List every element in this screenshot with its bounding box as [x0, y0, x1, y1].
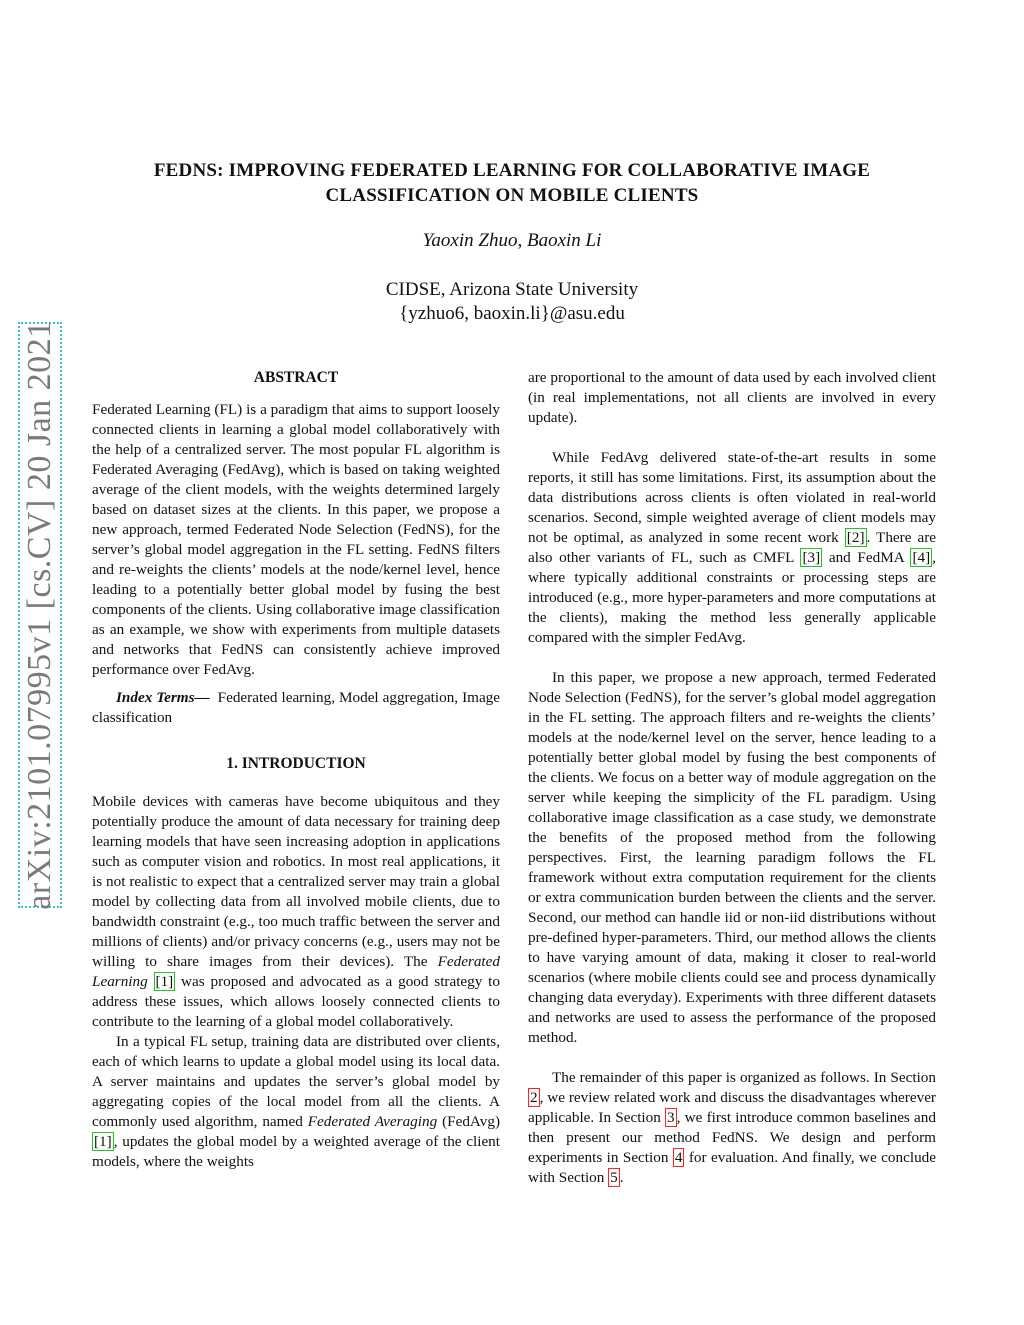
section-link-5[interactable]: 5 [610, 1169, 618, 1186]
intro-paragraph-3: are proportional to the amount of data used by each involved client (in real implementations, not all clients are involved in every update). [528, 369, 936, 426]
intro-p2-text-c: , updates the global model by a weighted average of the client models, where the weights [92, 1133, 500, 1170]
intro-p6-text-c: , we first introduce common baselines and then present our method FedNS. We design and perform experiments in Section [528, 1109, 936, 1166]
section-link-2[interactable]: 2 [530, 1089, 538, 1106]
index-terms [92, 688, 500, 728]
citation-link-3[interactable]: [3] [802, 549, 821, 566]
author-email: {yzhuo6, baoxin.li}@asu.edu [399, 303, 625, 324]
intro-paragraph-4 [528, 448, 936, 648]
citation-link-1[interactable]: [1] [155, 973, 174, 990]
title-line-1: FEDNS: IMPROVING FEDERATED LEARNING FOR COLLABORATIVE IMAGE [153, 160, 871, 181]
intro-p4-text-b: . There are also other variants of FL, such as CMFL [528, 529, 936, 566]
intro-p2-text-b: (FedAvg) [437, 1113, 501, 1130]
intro-p6-text-d: for evaluation. And finally, we conclude with Section [528, 1149, 936, 1186]
intro-paragraph-2 [92, 1032, 500, 1172]
intro-p6-text-b: , we review related work and discuss the disadvantages wherever applicable. In Section [528, 1089, 936, 1126]
citation-link-4[interactable]: [4] [912, 549, 931, 566]
abstract-heading: ABSTRACT [253, 369, 339, 386]
affiliation [140, 278, 884, 326]
paper-title [140, 158, 884, 208]
intro-p2-emphasis: Federated Averaging [307, 1113, 438, 1130]
citation-link-1b[interactable]: [1] [94, 1133, 112, 1150]
intro-p1-emphasis: Federated Learning [92, 953, 500, 990]
index-terms-text: Federated learning, Model aggregation, Image classification [92, 689, 501, 726]
right-column [528, 368, 936, 1188]
intro-p4-text-d: , where typically additional constraints or processing steps are introduced (e.g., more hyper-parameters and more computations at the clients), making the method less generally applicable compared with the simpler FedAvg. [528, 549, 936, 646]
title-line-2: CLASSIFICATION ON MOBILE CLIENTS [325, 185, 699, 206]
intro-p1-text-a: Mobile devices with cameras have become ubiquitous and they potentially produce the amount of data necessary for training deep learning models that have seen increasing adoption in applications such as computer vision and robotics. In most real applications, it is not realistic to expect that a centralized server may train a global model by collecting data from all involved mobile clients, due to bandwidth constraint (e.g., too much traffic between the server and millions of clients) and/or privacy concerns (e.g., users may not be willing to share images from their devices). The [92, 793, 500, 970]
intro-p4-text-a: While FedAvg delivered state-of-the-art results in some reports, it still has some limitations. First, its assumption about the data distributions across clients is often violated in real-world scenarios. Second, simple weighted average of client models may not be optimal, as analyzed in some recent work [528, 449, 936, 546]
authors: Yaoxin Zhuo, Baoxin Li [422, 230, 602, 251]
index-terms-label: Index Terms— [116, 689, 210, 706]
section-link-4[interactable]: 4 [674, 1149, 683, 1166]
intro-p2-text-a: In a typical FL setup, training data are distributed over clients, each of which learns to update a global model using its local data. A server maintains and updates the server’s global model by aggregating copies of the local model from all the clients. A commonly used algorithm, named [92, 1033, 500, 1130]
intro-p6-text-a: The remainder of this paper is organized as follows. In Section [552, 1069, 936, 1086]
intro-p6-text-e: . [619, 1169, 624, 1186]
arxiv-stamp [18, 322, 62, 908]
intro-paragraph-5: In this paper, we propose a new approach, termed Federated Node Selection (FedNS), for the server’s global model aggregation in the FL setting. The approach filters and re-weights the clients’ models at the node/kernel level on the server, hence leading to a potentially better global model by fusing the best components of the clients. We focus on a better way of module aggregation on the server while keeping the simplicity of the FL paradigm. Using collaborative image classification as a case study, we demonstrate the benefits of the proposed method from the following perspectives. First, the learning paradigm follows the FL framework without extra computation requirement for the clients or extra communication burden between the clients and the server. Second, our method can handle iid or non-iid distributions without pre-defined hyper-parameters. Third, our method allows the clients to have varying amount of data, making it closer to real-world scenarios (where mobile clients could see and process dynamically changing data everyday). Experiments with three different datasets and networks are used to assess the performance of the proposed method. [528, 669, 936, 1046]
intro-p1-text-b: was proposed and advocated as a good strategy to address these issues, which allows loosely connected clients to contribute to the learning of a global model collaboratively. [92, 973, 500, 1030]
arxiv-id: arXiv:2101.07995v1 [cs.CV] 20 Jan 2021 [21, 320, 58, 910]
abstract-text: Federated Learning (FL) is a paradigm that aims to support loosely connected clients in learning a global model collaboratively with the help of a centralized server. The most popular FL algorithm is Federated Averaging (FedAvg), which is based on taking weighted average of the client models, with the weights determined largely based on dataset sizes at the clients. In this paper, we propose a new approach, termed Federated Node Selection (FedNS), for the server’s global model aggregation in the FL setting. FedNS filters and re-weights the clients’ models at the node/kernel level, hence leading to a potentially better global model by fusing the best components of the clients. Using collaborative image classification as an example, we show with experiments from multiple datasets and networks that FedNS can consistently achieve improved performance over FedAvg. [92, 401, 500, 678]
left-column [92, 368, 500, 1172]
intro-paragraph-6 [528, 1068, 936, 1188]
citation-link-2[interactable]: [2] [846, 529, 865, 546]
intro-p4-text-c: and FedMA [822, 549, 911, 566]
institution: CIDSE, Arizona State University [385, 279, 639, 300]
intro-paragraph-1 [92, 792, 500, 1032]
section-link-3[interactable]: 3 [667, 1109, 675, 1126]
introduction-heading: 1. INTRODUCTION [226, 755, 366, 772]
